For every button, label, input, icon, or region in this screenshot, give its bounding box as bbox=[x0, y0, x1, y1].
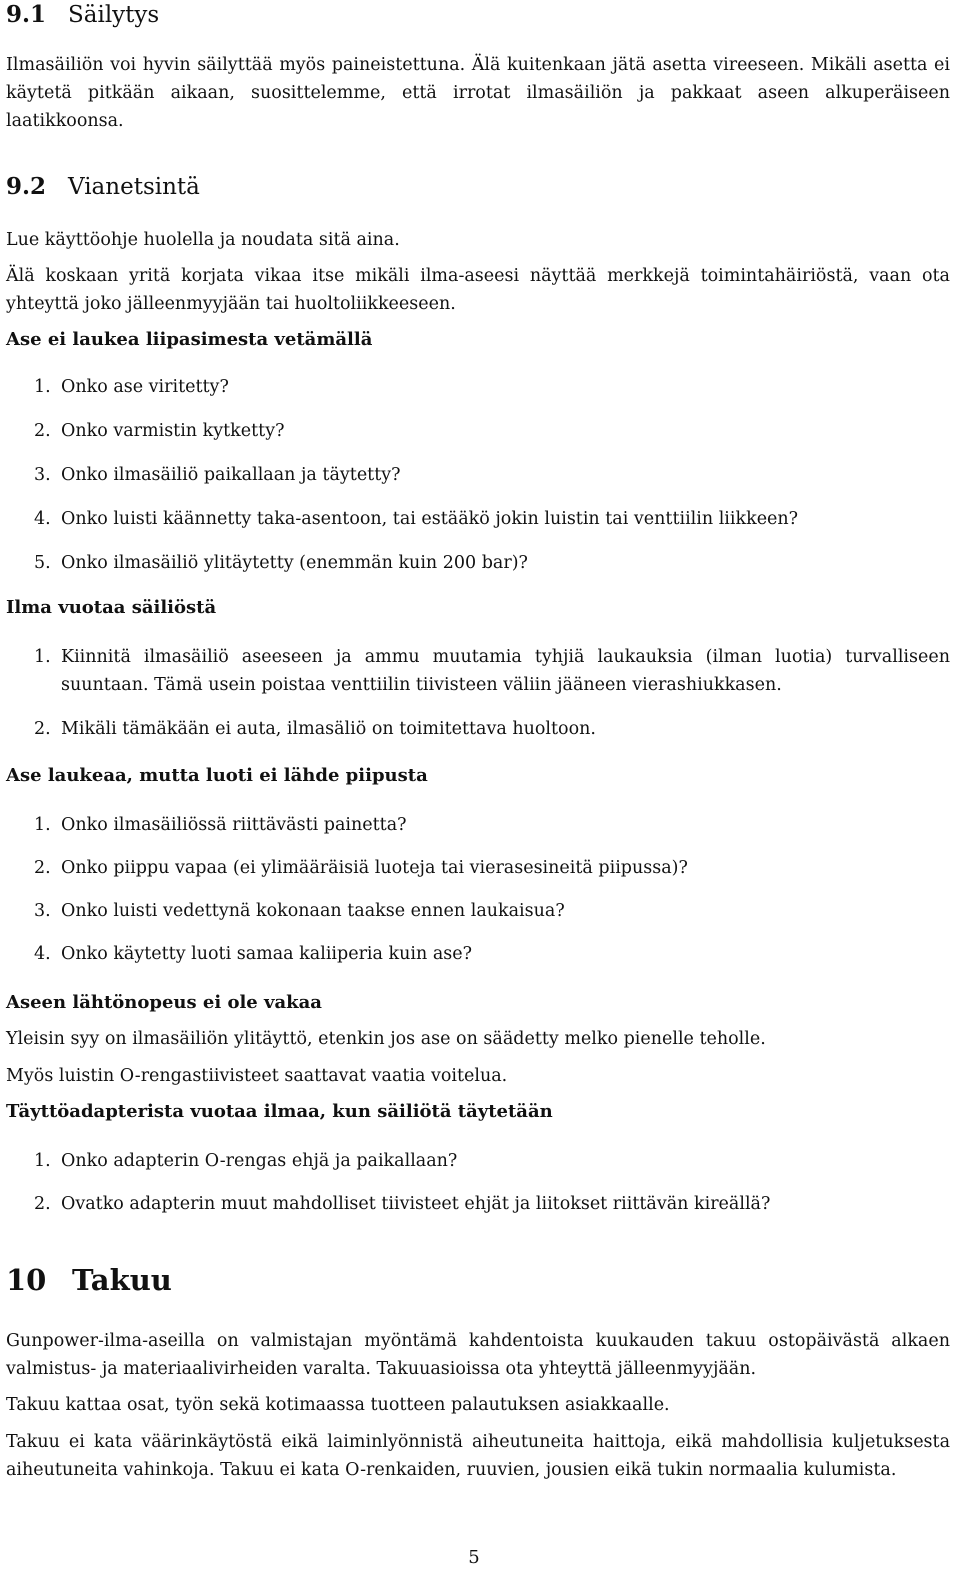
subheading-air-leaks: Ilma vuotaa säiliöstä bbox=[6, 597, 217, 618]
paragraph-do-not-repair: Älä koskaan yritä korjata vikaa itse mikäli ilma-aseesi näyttää merkkejä toimintahäiriöstä, vaan ota yhteyttä joko jälleenmyyjään tai huoltoliikkeeseen. bbox=[6, 266, 950, 314]
list-item: 1. Onko ase viritetty? bbox=[34, 377, 229, 397]
list-does-not-fire bbox=[6, 373, 950, 577]
list-item: 1. Onko adapterin O-rengas ehjä ja paikallaan? bbox=[34, 1151, 458, 1171]
paragraph-warranty-excludes: Takuu ei kata väärinkäytöstä eikä laiminlyönnistä aiheutuneita haittoja, eikä mahdollisia kuljetuksesta aiheutuneita vahinkoja. Takuu ei kata O-renkaiden, ruuvien, jousien eikä tukin normaalia kulumista. bbox=[6, 1432, 950, 1480]
paragraph-read-manual: Lue käyttöohje huolella ja noudata sitä aina. bbox=[6, 230, 400, 250]
subheading-bullet-stuck: Ase laukeaa, mutta luoti ei lähde piipusta bbox=[6, 765, 428, 786]
section-title: Vianetsintä bbox=[68, 174, 200, 200]
list-item: 3. Onko ilmasäiliö paikallaan ja täytetty? bbox=[34, 465, 401, 485]
section-heading-10 bbox=[6, 1262, 950, 1298]
subheading-adapter-leak: Täyttöadapterista vuotaa ilmaa, kun säiliötä täytetään bbox=[6, 1101, 553, 1122]
section-title: Takuu bbox=[72, 1263, 172, 1297]
list-air-leaks bbox=[6, 643, 950, 743]
section-title: Säilytys bbox=[68, 2, 160, 28]
paragraph-velocity-lubrication: Myös luistin O-rengastiivisteet saattavat vaatia voitelua. bbox=[6, 1066, 508, 1086]
subheading-does-not-fire: Ase ei laukea liipasimesta vetämällä bbox=[6, 329, 373, 350]
section-number: 9.2 bbox=[6, 173, 47, 200]
list-item: 2. Ovatko adapterin muut mahdolliset tiivisteet ehjät ja liitokset riittävän kireällä? bbox=[34, 1194, 771, 1214]
list-item: 1. Kiinnitä ilmasäiliö aseeseen ja ammu muutamia tyhjiä laukauksia (ilman luotia) turvalliseen suuntaan. Tämä usein poistaa venttiilin tiivisteen väliin jääneen vierashiukkasen. bbox=[34, 647, 950, 695]
section-heading-9-2 bbox=[6, 172, 950, 202]
paragraph-warranty-covers: Takuu kattaa osat, työn sekä kotimaassa tuotteen palautuksen asiakkaalle. bbox=[6, 1395, 670, 1415]
section-number: 10 bbox=[6, 1263, 47, 1297]
list-item: 4. Onko luisti käännetty taka-asentoon, tai estääkö jokin luistin tai venttiilin liikkeen? bbox=[34, 509, 799, 529]
list-item: 1. Onko ilmasäiliössä riittävästi painetta? bbox=[34, 815, 407, 835]
list-item: 4. Onko käytetty luoti samaa kaliiperia kuin ase? bbox=[34, 944, 472, 964]
list-item: 2. Onko varmistin kytketty? bbox=[34, 421, 285, 441]
paragraph-warranty-terms: Gunpower-ilma-aseilla on valmistajan myöntämä kahdentoista kuukauden takuu ostopäivästä alkaen valmistus- ja materiaalivirheiden varalta. Takuuasioissa ota yhteyttä jälleenmyyjään. bbox=[6, 1331, 950, 1379]
paragraph-velocity-cause: Yleisin syy on ilmasäiliön ylitäyttö, etenkin jos ase on säädetty melko pienelle teholle. bbox=[6, 1029, 766, 1049]
list-item: 3. Onko luisti vedettynä kokonaan taakse ennen laukaisua? bbox=[34, 901, 565, 921]
section-number: 9.1 bbox=[6, 1, 47, 28]
section-heading-9-1 bbox=[6, 0, 950, 30]
list-item: 2. Mikäli tämäkään ei auta, ilmasäliö on toimitettava huoltoon. bbox=[34, 719, 596, 739]
list-adapter-leak bbox=[6, 1147, 950, 1218]
page-number: 5 bbox=[468, 1547, 480, 1568]
list-item: 2. Onko piippu vapaa (ei ylimääräisiä luoteja tai vierasesineitä piipussa)? bbox=[34, 858, 688, 878]
list-item: 5. Onko ilmasäiliö ylitäytetty (enemmän kuin 200 bar)? bbox=[34, 553, 528, 573]
paragraph-storage: Ilmasäiliön voi hyvin säilyttää myös paineistettuna. Älä kuitenkaan jätä asetta vireeseen. Mikäli asetta ei käytetä pitkään aikaan, suosittelemme, että irrotat ilmasäiliön ja pakkaat aseen alkuperäiseen laatikkoonsa. bbox=[6, 55, 950, 131]
list-bullet-stuck bbox=[6, 811, 950, 968]
subheading-velocity: Aseen lähtönopeus ei ole vakaa bbox=[6, 992, 322, 1013]
